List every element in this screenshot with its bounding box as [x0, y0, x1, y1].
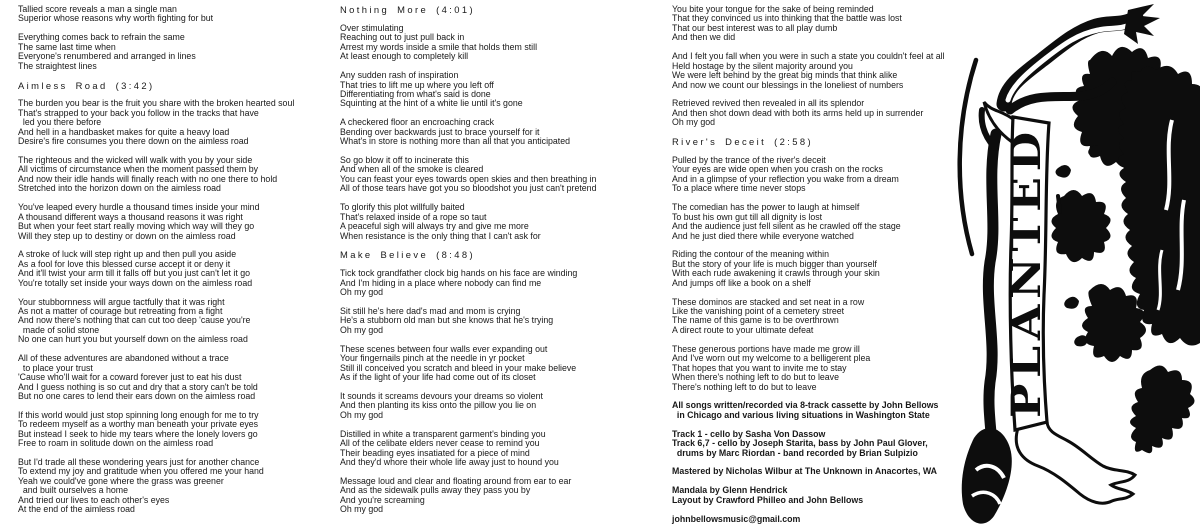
lyric-line: led you there before — [18, 117, 102, 128]
credit-line: All songs written/recorded via 8-track cassette by John Bellows — [672, 400, 939, 411]
lyric-line: All of the celibate elders never cease to remind you — [340, 438, 540, 449]
lyric-line: There's nothing left to do but to leave — [672, 381, 817, 392]
lyric-line: Oh my god — [340, 324, 384, 335]
stanza — [18, 458, 333, 515]
ribbon-tip — [1124, 4, 1160, 44]
lyric-line: And now we count our blessings in the loneliest of numbers — [672, 79, 904, 90]
stanza — [340, 156, 655, 194]
lyric-line: A thousand different ways a thousand reasons it was right — [18, 211, 243, 222]
lyric-line: And it'll twist your arm till it falls off but you just can't let it go — [18, 268, 251, 279]
lyric-line: Like the vanishing point of a cemetery street — [672, 306, 845, 316]
credit-line: Track 6,7 - cello by Joseph Starita, bass by John Paul Glover, — [672, 438, 928, 449]
stanza — [18, 156, 333, 194]
canopy-shoulder — [1010, 82, 1112, 110]
lyric-line: But the story of your life is much bigger than yourself — [672, 258, 877, 269]
stanza — [340, 307, 655, 335]
lyric-line: That they convinced us into thinking that the battle was lost — [672, 13, 902, 24]
lyric-line: At the end of the aimless road — [18, 504, 135, 515]
lyric-line: As not a matter of courage but retreating from a fight — [18, 306, 223, 316]
credit-artwork — [672, 486, 992, 505]
lyric-line: You bite your tongue for the sake of being reminded — [672, 4, 874, 14]
lyric-line: And he just died there while everyone watched — [672, 230, 854, 241]
lyric-line: The name of this game is to be overthrown — [672, 315, 839, 326]
lyric-line: A direct route to your ultimate defeat — [672, 324, 814, 335]
lyric-line: Your fingernails pinch at the needle in yr pocket — [340, 353, 525, 364]
lyric-line: And the audience just fell silent as he crawled off the stage — [672, 221, 901, 232]
lyric-line: But I'd trade all these wondering years just for another chance — [18, 457, 260, 467]
lyric-line: Over stimulating — [340, 22, 404, 33]
credit-line: Layout by Crawford Philleo and John Bellows — [672, 494, 864, 505]
lyric-line: Free to roam in solitude down on the aimless road — [18, 438, 214, 449]
lyric-line: Any sudden rash of inspiration — [340, 70, 459, 81]
lyric-line: And they'd whore their whole life away just to hound you — [340, 457, 559, 467]
stanza — [18, 99, 333, 146]
stanza — [18, 411, 333, 449]
foliage-right-mass — [1118, 66, 1200, 346]
stanza — [18, 250, 333, 288]
banner-ribbon — [1010, 117, 1049, 430]
lyric-line: To extend my joy and gratitude when you offered me your hand — [18, 466, 264, 477]
lyric-line: Oh my god — [672, 117, 716, 128]
stanza — [18, 203, 333, 241]
stanza — [340, 345, 655, 383]
lyric-line: At least enough to completely kill — [340, 51, 469, 62]
lyric-line: Pulled by the trance of the river's deceit — [672, 155, 826, 165]
credit-line: Track 1 - cello by Sasha Von Dassow — [672, 428, 826, 439]
lyric-line: Tick tock grandfather clock big hands on his face are winding — [340, 268, 578, 279]
lyrics-column-left — [18, 5, 333, 524]
lyric-line: When resistance is the only thing that I can't ask for — [340, 230, 541, 241]
song-title-text: Make Believe (8:48) — [340, 249, 475, 261]
contact-email — [672, 515, 992, 524]
song-title-nothing-more — [340, 5, 655, 14]
lyric-line: Message loud and clear and floating around from ear to ear — [340, 475, 572, 486]
leaf-speck — [1064, 297, 1079, 309]
leaf-speck — [1088, 145, 1102, 156]
lyric-line: As a fool for love this blessed curse accept it or deny it — [18, 258, 231, 269]
foliage-vein — [1158, 250, 1162, 310]
lyric-line: You've leaped every hurdle a thousand times inside your mind — [18, 202, 260, 213]
credit-line: drums by Marc Riordan - band recorded by Brian Sulpizio — [672, 447, 918, 458]
song-title-text: River's Deceit (2:58) — [672, 136, 814, 148]
song-title-text: Aimless Road (3:42) — [18, 79, 155, 91]
credit-line: Mastered by Nicholas Wilbur at The Unknown in Anacortes, WA — [672, 466, 938, 477]
lyric-line: When there's nothing left to do but to leave — [672, 372, 839, 383]
foliage-upper-blob — [1072, 47, 1181, 168]
lyric-line: and built ourselves a home — [18, 485, 129, 496]
lyric-line: Oh my god — [340, 409, 384, 420]
lyric-line: Squinting at the hint of a white lie until it's gone — [340, 98, 523, 109]
lyric-line: No one can hurt you but yourself down on the aimless road — [18, 334, 248, 345]
lyric-line: These dominos are stacked and set neat in a row — [672, 296, 865, 307]
foliage-lower-blob — [1082, 284, 1146, 362]
lyric-line: Your stubbornness will argue tactfully that it was right — [18, 296, 225, 307]
lyric-line: These scenes between four walls ever expanding out — [340, 343, 548, 354]
speck-stem — [1058, 196, 1060, 212]
lyric-line: And then shot down dead with both its arms held up in surrender — [672, 107, 924, 118]
stanza — [672, 250, 992, 288]
stanza — [672, 52, 992, 90]
lyric-line: Sit still he's here dad's mad and mom is crying — [340, 306, 521, 316]
lyric-line: But instead I seek to hide my tears where the lonely lovers go — [18, 428, 258, 439]
stanza — [672, 5, 992, 43]
stanza — [340, 71, 655, 109]
lyric-line: And now there's nothing that can cut too deep 'cause you're — [18, 315, 251, 326]
lyric-line: A checkered floor an encroaching crack — [340, 117, 495, 128]
lyric-line: The same last time when — [18, 41, 116, 52]
stanza — [340, 269, 655, 297]
lyric-line: You can feast your eyes towards open skies and then breathing in — [340, 173, 597, 184]
lyric-line: Held hostage by the silent majority around you — [672, 60, 853, 71]
song-title-make-believe — [340, 250, 655, 259]
song-title-text: Nothing More (4:01) — [340, 4, 475, 15]
lyric-line: But no one cares to lend their ears down on the aimless road — [18, 390, 256, 401]
lyric-line: Reaching out to just pull back in — [340, 32, 465, 43]
stanza — [18, 354, 333, 401]
lyric-line: Riding the contour of the meaning within — [672, 249, 829, 260]
credit-mastering — [672, 467, 992, 476]
lyric-line: And you're screaming — [340, 494, 425, 505]
top-ribbon-stripe — [1008, 24, 1132, 100]
lyric-line: Arrest my words inside a smile that holds them still — [340, 41, 538, 52]
lyric-line: Your eyes are wide open when you crash on the rocks — [672, 164, 883, 175]
lyric-line: And tried our lives to each other's eyes — [18, 494, 170, 505]
lyric-line: As if the light of your life had come out of its closet — [340, 372, 536, 383]
lyric-line: He's a stubborn old man but she knows that he's trying — [340, 315, 554, 326]
stanza — [672, 156, 992, 194]
stanza — [18, 33, 333, 71]
credit-line: johnbellowsmusic@gmail.com — [672, 513, 801, 524]
banner-bottom-tail — [1016, 422, 1135, 503]
foliage-vein — [1178, 200, 1184, 290]
top-ribbon-tail — [1004, 18, 1136, 104]
lyric-line: The straightest lines — [18, 60, 97, 71]
lyric-line: to place your trust — [18, 362, 93, 373]
lyric-line: All victims of circumstance when the moment passed them by — [18, 164, 259, 175]
lyric-line: And as the sidewalk pulls away they pass you by — [340, 485, 531, 496]
lyric-line: Still ill conceived you scratch and bleed in your make believe — [340, 362, 577, 373]
stanza — [18, 5, 333, 24]
stanza — [672, 99, 992, 127]
song-title-rivers-deceit — [672, 137, 992, 146]
foliage-bottom-tail — [1130, 365, 1195, 453]
lyric-line: To redeem myself as a worthy man beneath your private eyes — [18, 419, 259, 430]
lyric-line: These generous portions have made me grow ill — [672, 343, 860, 354]
lyric-line: Distilled in white a transparent garment's binding you — [340, 428, 546, 439]
lyric-line: What's in store is nothing more than all that you anticipated — [340, 136, 571, 147]
lyric-line: Everything comes back to refrain the same — [18, 32, 185, 43]
lyric-line: And then planting its kiss onto the pillow you lie on — [340, 400, 537, 411]
foliage-vein — [1166, 120, 1172, 210]
lyric-line: And in a glimpse of your reflection you wake from a dream — [672, 173, 899, 184]
lyric-line: Yeah we could've gone where the grass was greener — [18, 475, 224, 486]
credit-line: in Chicago and various living situations in Washington State — [672, 409, 930, 420]
lyric-line: That's strapped to your back you follow in the tracks that have — [18, 107, 259, 118]
lyric-line: And jumps off like a book on a shelf — [672, 277, 811, 288]
lyric-line: That hopes that you want to invite me to stay — [672, 362, 847, 373]
lyric-line: And then we did — [672, 32, 736, 43]
stanza — [672, 298, 992, 336]
leaf-speck — [1056, 165, 1072, 178]
stanza — [340, 118, 655, 146]
lyric-line: And hell in a handbasket makes for quite a heavy load — [18, 126, 230, 137]
stanza — [340, 430, 655, 468]
lyric-line: made of solid stone — [18, 324, 100, 335]
credit-recording — [672, 401, 992, 420]
lyric-line: A stroke of luck will step right up and then pull you aside — [18, 249, 237, 260]
lyric-line: All of those tears have got you so bloodshot you just can't pretend — [340, 183, 597, 194]
lyric-line: So go blow it off to incinerate this — [340, 155, 469, 165]
lyric-line: And now their idle hands will finally reach with no one there to hold — [18, 173, 278, 184]
lyrics-column-right — [672, 5, 992, 530]
song-title-aimless-road — [18, 81, 333, 90]
stanza — [340, 477, 655, 515]
stanza — [672, 345, 992, 392]
lyric-line: Oh my god — [340, 287, 384, 298]
lyric-line: Oh my god — [340, 504, 384, 515]
stanza — [340, 203, 655, 241]
lyric-line: Desire's fire consumes you there down on the aimless road — [18, 136, 249, 147]
lyric-line: The burden you bear is the fruit you share with the broken hearted soul — [18, 98, 295, 109]
lyric-line: The comedian has the power to laugh at himself — [672, 202, 860, 213]
lyric-line: To a place where time never stops — [672, 183, 806, 194]
credit-line: Mandala by Glenn Hendrick — [672, 485, 788, 496]
leaf-speck — [1074, 335, 1088, 346]
lyric-line: And I'm hiding in a place where nobody can find me — [340, 277, 542, 288]
lyric-line: Everyone's renumbered and arranged in lines — [18, 51, 196, 62]
lyric-line: And I've worn out my welcome to a belligerent plea — [672, 353, 871, 364]
stanza — [672, 203, 992, 241]
lyric-line: Superior whose reasons why worth fighting for but — [18, 13, 214, 24]
lyric-line: But when your feet start really moving which way will they go — [18, 221, 255, 232]
lyric-line: 'Cause who'll wait for a coward forever just to eat his dust — [18, 372, 242, 383]
lyric-line: And I felt you fall when you were in such a state you couldn't feel at all — [672, 51, 945, 62]
lyric-line: That's relaxed inside of a rope so taut — [340, 211, 487, 222]
lyric-line: Tallied score reveals a man a single man — [18, 4, 177, 14]
lyric-line: With each rude awakening it crawls through your skin — [672, 268, 880, 279]
stanza — [340, 24, 655, 62]
stanza — [340, 392, 655, 420]
lyric-line: You're totally set inside your ways down on the aimless road — [18, 277, 253, 288]
lyric-line: The righteous and the wicked will walk with you by your side — [18, 155, 253, 165]
lyric-line: All of these adventures are abandoned without a trace — [18, 353, 229, 364]
lyric-line: To bust his own gut till all dignity is lost — [672, 211, 823, 222]
lyric-line: It sounds it screams devours your dreams so violent — [340, 390, 543, 401]
lyric-line: That tries to lift me up where you left off — [340, 79, 494, 90]
lyric-line: To glorify this plot willfully baited — [340, 202, 465, 213]
lyric-line: Their beading eyes insatiated for a piece of mind — [340, 447, 530, 458]
lyric-line: If this world would just stop spinning long enough for me to try — [18, 409, 259, 420]
lyric-line: Retrieved revived then revealed in all its splendor — [672, 98, 865, 109]
lyric-line: We were left behind by the great big minds that think alike — [672, 70, 898, 81]
stanza — [18, 298, 333, 345]
lyric-line: Differentiating from what's said is done — [340, 88, 491, 99]
lyric-line: And when all of the smoke is cleared — [340, 164, 484, 175]
lyric-line: That our best interest was to all play dumb — [672, 22, 838, 33]
lyrics-column-middle — [340, 5, 655, 524]
lyric-line: Stretched into the horizon down on the aimless road — [18, 183, 221, 194]
foliage-mid-blob — [1051, 190, 1110, 262]
lyric-line: Bending over backwards just to brace yourself for it — [340, 126, 540, 137]
planted-banner-text: PLANTED — [1003, 162, 1050, 418]
lyric-line: Will they step up to destiny or down on the aimless road — [18, 230, 236, 241]
lyric-line: A peaceful sigh will always try and give me more — [340, 221, 529, 232]
credit-tracks — [672, 430, 992, 458]
lyric-line: And I guess nothing is so cut and dry that a story can't be told — [18, 381, 258, 392]
